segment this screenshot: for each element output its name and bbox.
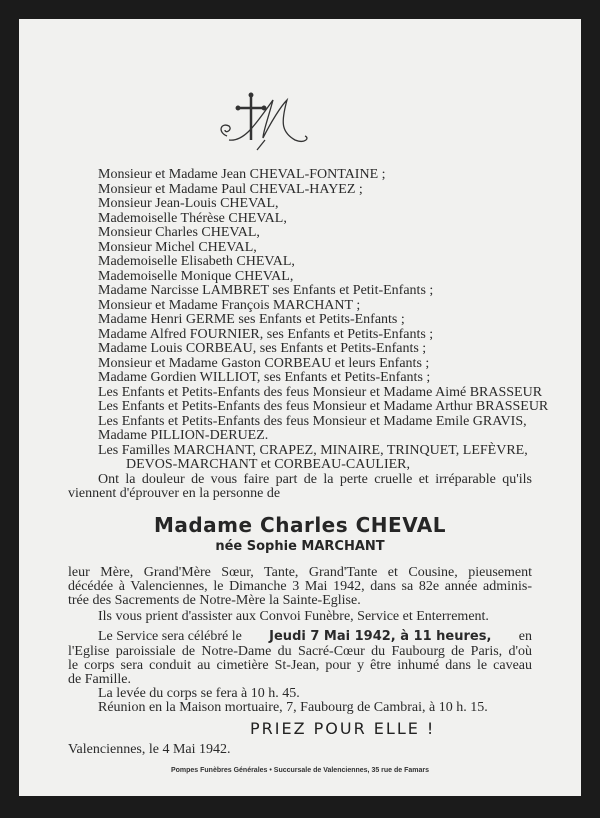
printer-footer: Pompes Funèbres Générales • Succursale de Valenciennes, 35 rue de Famars: [170, 767, 430, 774]
intro-text: viennent d'éprouver en la personne de: [68, 486, 281, 501]
family-member-line: Mademoiselle Monique CHEVAL,: [98, 268, 294, 284]
family-member-line: Monsieur et Madame Paul CHEVAL-HAYEZ ;: [98, 181, 363, 197]
family-member-line: Madame Louis CORBEAU, ses Enfants et Petits-Enfants ;: [98, 341, 427, 356]
service-text: le corps sera conduit au cimetière St-Jean, pour y être inhumé dans le caveau: [68, 658, 532, 673]
intro-text: Ont la douleur de vous faire part de la perte cruelle et irréparable qu'ils: [98, 471, 532, 487]
invitation-text: Ils vous prient d'assister aux Convoi Funèbre, Service et Enterrement.: [98, 609, 489, 624]
death-line: trée des Sacrements de Notre-Mère la Sainte-Eglise.: [68, 593, 361, 608]
service-lead: Le Service sera célébré le: [98, 629, 242, 644]
maiden-name: née Sophie MARCHANT: [215, 539, 385, 554]
deceased-name: Madame Charles CHEVAL: [153, 513, 447, 537]
family-member-line: Monsieur et Madame Gaston CORBEAU et leurs Enfants ;: [98, 355, 430, 371]
family-member-line: Mademoiselle Thérèse CHEVAL,: [98, 210, 287, 226]
levee-text: La levée du corps se fera à 10 h. 45.: [98, 686, 300, 701]
prayer-heading: PRIEZ POUR ELLE !: [250, 719, 436, 738]
service-line: [98, 630, 532, 644]
family-member-line: Mademoiselle Elisabeth CHEVAL,: [98, 254, 295, 269]
family-member-line: Monsieur Charles CHEVAL,: [98, 225, 260, 240]
death-line: décédée à Valenciennes, le Dimanche 3 Mai 1942, dans sa 82e année adminis-: [68, 579, 532, 594]
family-member-line: Monsieur et Madame Jean CHEVAL-FONTAINE ;: [98, 167, 386, 182]
family-member-line: Les Enfants et Petits-Enfants des feus Monsieur et Madame Emile GRAVIS,: [98, 413, 527, 429]
service-tail: en: [518, 629, 532, 644]
family-member-line: Madame Narcisse LAMBRET ses Enfants et Petit-Enfants ;: [98, 283, 434, 298]
service-text: l'Eglise paroissiale de Notre-Dame du Sacré-Cœur du Faubourg de Paris, d'où: [68, 644, 532, 659]
service-date: Jeudi 7 Mai 1942, à 11 heures,: [269, 629, 492, 644]
family-member-line: Madame Gordien WILLIOT, ses Enfants et Petits-Enfants ;: [98, 370, 431, 385]
family-member-line: Madame Henri GERME ses Enfants et Petits-Enfants ;: [98, 312, 405, 327]
cross-monogram-icon: [215, 92, 320, 152]
family-member-line: DEVOS-MARCHANT et CORBEAU-CAULIER,: [126, 457, 411, 472]
family-member-line: Madame PILLION-DERUEZ.: [98, 428, 269, 443]
family-member-line: Madame Alfred FOURNIER, ses Enfants et Petits-Enfants ;: [98, 326, 434, 342]
family-member-line: Monsieur et Madame François MARCHANT ;: [98, 297, 361, 313]
service-text: de Famille.: [68, 672, 131, 687]
family-member-line: Monsieur Jean-Louis CHEVAL,: [98, 196, 279, 211]
family-member-line: Les Enfants et Petits-Enfants des feus Monsieur et Madame Arthur BRASSEUR: [98, 399, 549, 414]
death-line: leur Mère, Grand'Mère Sœur, Tante, Grand'Tante et Cousine, pieusement: [68, 565, 532, 580]
family-member-line: Monsieur Michel CHEVAL,: [98, 239, 257, 255]
family-member-line: Les Familles MARCHANT, CRAPEZ, MINAIRE, TRINQUET, LEFÈVRE,: [98, 442, 528, 458]
reunion-text: Réunion en la Maison mortuaire, 7, Faubourg de Cambrai, à 10 h. 15.: [98, 700, 488, 715]
place-date: Valenciennes, le 4 Mai 1942.: [68, 742, 231, 757]
family-member-line: Les Enfants et Petits-Enfants des feus Monsieur et Madame Aimé BRASSEUR: [98, 384, 543, 400]
